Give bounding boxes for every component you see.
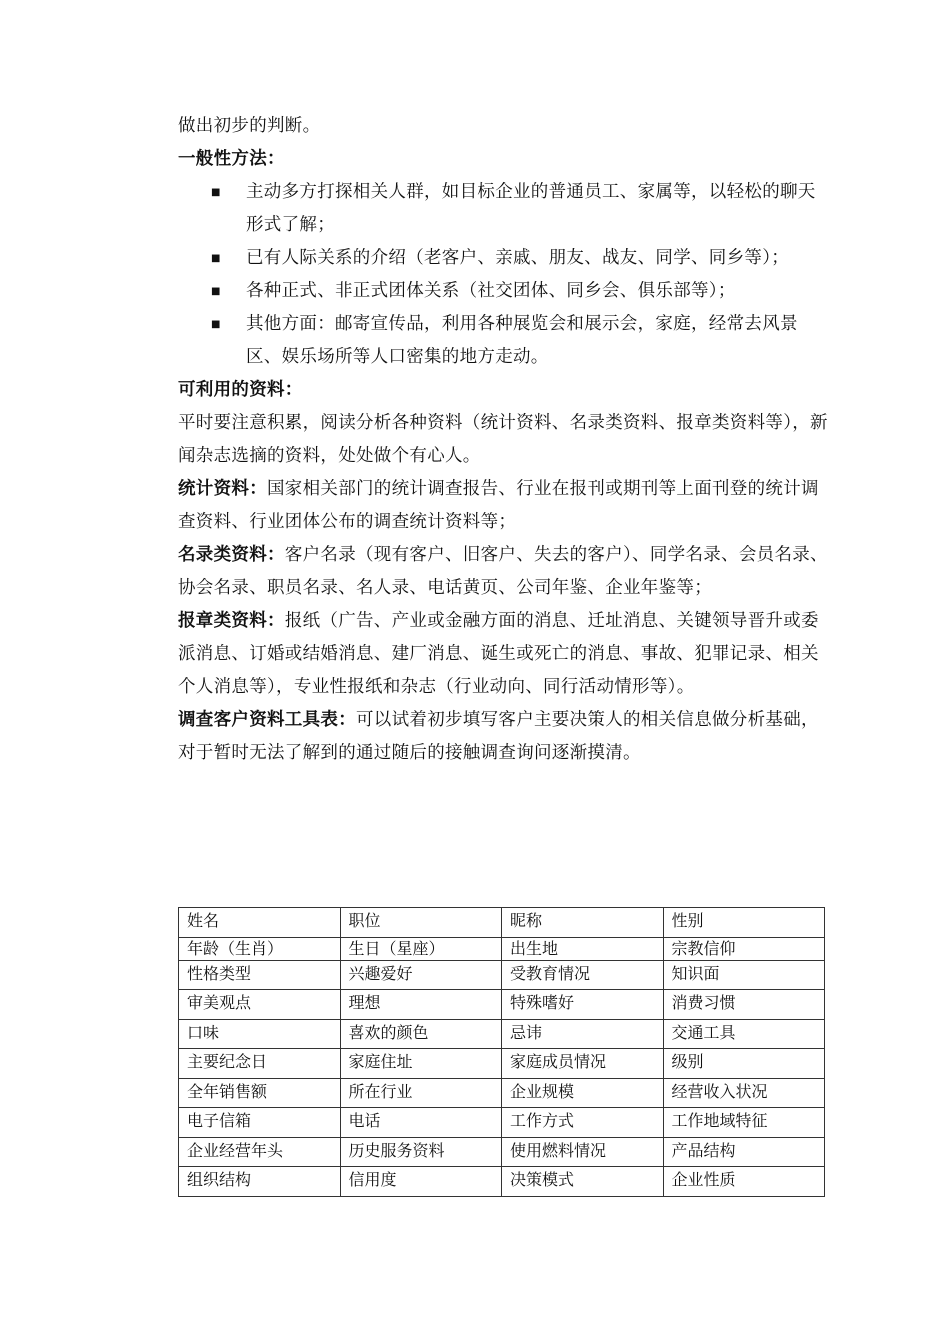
- table-cell: 忌讳: [502, 1019, 664, 1049]
- document-body: [178, 110, 828, 770]
- table-cell: 使用燃料情况: [502, 1137, 664, 1167]
- statistics-label: 统计资料：: [178, 479, 267, 499]
- table-row: [179, 1049, 825, 1079]
- table-cell: 口味: [179, 1019, 341, 1049]
- table-row: [179, 908, 825, 938]
- table-cell: 姓名: [179, 908, 341, 938]
- table-cell: 企业规模: [502, 1078, 664, 1108]
- table-cell: 电话: [340, 1108, 502, 1138]
- table-cell: 审美观点: [179, 990, 341, 1020]
- list-item-text: 其他方面：邮寄宣传品，利用各种展览会和展示会，家庭，经常去风景区、娱乐场所等人口密集的地方走动。: [246, 314, 798, 367]
- newspapers-label: 报章类资料：: [178, 611, 285, 631]
- table-cell: 工作方式: [502, 1108, 664, 1138]
- directories-paragraph: [178, 539, 828, 605]
- table-cell: 受教育情况: [502, 960, 664, 990]
- bullet-icon: ■: [211, 319, 221, 330]
- list-item-text: 主动多方打探相关人群，如目标企业的普通员工、家属等，以轻松的聊天形式了解；: [246, 182, 816, 235]
- table-cell: 理想: [340, 990, 502, 1020]
- table-cell: 主要纪念日: [179, 1049, 341, 1079]
- table-cell: 组织结构: [179, 1167, 341, 1197]
- table-cell: 产品结构: [663, 1137, 825, 1167]
- table-cell: 家庭住址: [340, 1049, 502, 1079]
- survey-tool-text: 可以试着初步填写客户主要决策人的相关信息做分析基础，对于暂时无法了解到的通过随后的接触调查询问逐渐摸清。: [178, 710, 819, 763]
- table-cell: 昵称: [502, 908, 664, 938]
- table-row: [179, 1167, 825, 1197]
- table-cell: 消费习惯: [663, 990, 825, 1020]
- table-row: [179, 1137, 825, 1167]
- table-cell: 企业性质: [663, 1167, 825, 1197]
- general-methods-heading: 一般性方法：: [178, 149, 285, 169]
- table-cell: 家庭成员情况: [502, 1049, 664, 1079]
- table-cell: 性格类型: [179, 960, 341, 990]
- newspapers-text: 报纸（广告、产业或金融方面的消息、迁址消息、关键领导晋升或委派消息、订婚或结婚消息、建厂消息、诞生或死亡的消息、事故、犯罪记录、相关个人消息等），专业性报纸和杂志（行业动向、同行活动情形等）。: [178, 611, 819, 697]
- table-cell: 交通工具: [663, 1019, 825, 1049]
- table-cell: 生日（星座）: [340, 937, 502, 960]
- table-cell: 年龄（生肖）: [179, 937, 341, 960]
- table-cell: 喜欢的颜色: [340, 1019, 502, 1049]
- bullet-icon: ■: [211, 286, 221, 297]
- statistics-text: 国家相关部门的统计调查报告、行业在报刊或期刊等上面刊登的统计调查资料、行业团体公布的调查统计资料等；: [178, 479, 819, 532]
- table-cell: 级别: [663, 1049, 825, 1079]
- table-cell: 知识面: [663, 960, 825, 990]
- table-cell: 企业经营年头: [179, 1137, 341, 1167]
- survey-tool-label: 调查客户资料工具表：: [178, 710, 356, 730]
- table-row: [179, 937, 825, 960]
- table-row: [179, 960, 825, 990]
- directories-text: 客户名录（现有客户、旧客户、失去的客户）、同学名录、会员名录、协会名录、职员名录、名人录、电话黄页、公司年鉴、企业年鉴等；: [178, 545, 828, 598]
- table-row: [179, 1019, 825, 1049]
- list-item: [178, 176, 828, 242]
- table-cell: 全年销售额: [179, 1078, 341, 1108]
- customer-info-table: [178, 907, 825, 1197]
- table-cell: 职位: [340, 908, 502, 938]
- newspapers-paragraph: [178, 605, 828, 704]
- table-cell: 宗教信仰: [663, 937, 825, 960]
- table-cell: 电子信箱: [179, 1108, 341, 1138]
- bullet-icon: ■: [211, 253, 221, 264]
- table-cell: 信用度: [340, 1167, 502, 1197]
- table-cell: 出生地: [502, 937, 664, 960]
- table-cell: 所在行业: [340, 1078, 502, 1108]
- survey-tool-paragraph: [178, 704, 828, 770]
- table-cell: 经营收入状况: [663, 1078, 825, 1108]
- list-item: [178, 275, 828, 308]
- list-item-text: 各种正式、非正式团体关系（社交团体、同乡会、俱乐部等）；: [246, 281, 736, 301]
- table-row: [179, 1108, 825, 1138]
- available-materials-heading: 可利用的资料：: [178, 380, 303, 400]
- table-cell: 决策模式: [502, 1167, 664, 1197]
- bullet-icon: ■: [211, 187, 221, 198]
- table-cell: 历史服务资料: [340, 1137, 502, 1167]
- table-row: [179, 990, 825, 1020]
- list-item: [178, 308, 828, 374]
- available-materials-text: 平时要注意积累，阅读分析各种资料（统计资料、名录类资料、报章类资料等），新闻杂志选摘的资料，处处做个有心人。: [178, 413, 828, 466]
- list-item: [178, 242, 828, 275]
- table-row: [179, 1078, 825, 1108]
- intro-line: 做出初步的判断。: [178, 116, 321, 136]
- statistics-paragraph: [178, 473, 828, 539]
- table-cell: 工作地域特征: [663, 1108, 825, 1138]
- list-item-text: 已有人际关系的介绍（老客户、亲戚、朋友、战友、同学、同乡等）；: [246, 248, 790, 268]
- table-cell: 兴趣爱好: [340, 960, 502, 990]
- table-cell: 性别: [663, 908, 825, 938]
- directories-label: 名录类资料：: [178, 545, 285, 565]
- general-methods-list: [178, 176, 828, 374]
- table-cell: 特殊嗜好: [502, 990, 664, 1020]
